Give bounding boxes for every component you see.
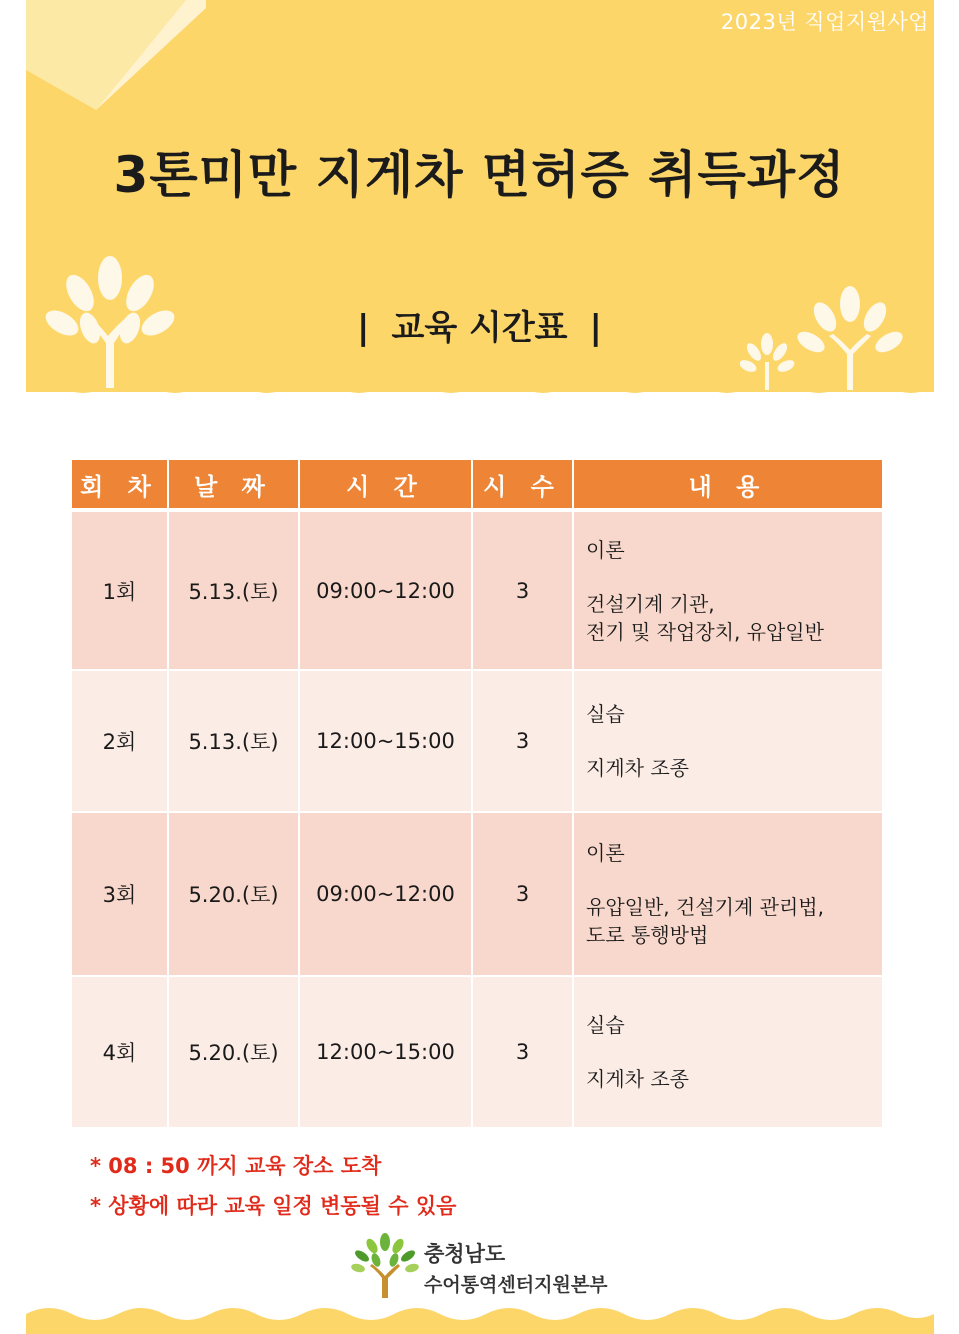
organization-footer: [350, 1232, 650, 1302]
cell-date: 5.13.(토): [168, 670, 299, 812]
page-title: 3톤미만 지게차 면허증 취득과정: [113, 146, 846, 204]
cell-session: 3회: [72, 812, 168, 976]
cell-content: [573, 510, 882, 670]
header-date: 날 짜: [168, 460, 299, 510]
header-content: 내 용: [573, 460, 882, 510]
cell-hours: 3: [472, 812, 573, 976]
project-tag: 2023년 직업지원사업: [720, 10, 929, 34]
content-detail: 건설기계 기관, 전기 및 작업장치, 유압일반: [586, 591, 824, 644]
cell-hours: 3: [472, 510, 573, 670]
table-row: [72, 812, 882, 976]
paper-fold-decoration: [26, 0, 206, 120]
table-header-row: [72, 460, 882, 510]
organization-name-line2: 수어통역센터지원본부: [424, 1274, 608, 1296]
header-session: 회 차: [72, 460, 168, 510]
table-row: [72, 510, 882, 670]
header-time: 시 간: [299, 460, 472, 510]
notes-section: [90, 1150, 456, 1230]
subtitle-text: 교육 시간표: [391, 308, 568, 348]
cell-content: [573, 976, 882, 1128]
cell-content: [573, 812, 882, 976]
table-row: [72, 976, 882, 1128]
content-type: 실습: [586, 1013, 625, 1037]
cell-content: [573, 670, 882, 812]
cell-time: 09:00~12:00: [299, 812, 472, 976]
cell-session: 4회: [72, 976, 168, 1128]
cell-session: 1회: [72, 510, 168, 670]
cell-hours: 3: [472, 670, 573, 812]
content-type: 이론: [586, 841, 625, 865]
cell-date: 5.20.(토): [168, 976, 299, 1128]
content-type: 실습: [586, 702, 625, 726]
cell-session: 2회: [72, 670, 168, 812]
content-detail: 유압일반, 건설기계 관리법, 도로 통행방법: [586, 895, 824, 947]
cell-time: 12:00~15:00: [299, 976, 472, 1128]
schedule-table: [72, 460, 882, 1129]
tree-logo-icon: [350, 1232, 420, 1298]
cell-time: 09:00~12:00: [299, 510, 472, 670]
cell-hours: 3: [472, 976, 573, 1128]
header-hours: 시 수: [472, 460, 573, 510]
cell-time: 12:00~15:00: [299, 670, 472, 812]
divider-right: |: [589, 308, 602, 348]
cell-date: 5.20.(토): [168, 812, 299, 976]
cell-date: 5.13.(토): [168, 510, 299, 670]
note-schedule-change: * 상황에 따라 교육 일정 변동될 수 있음: [90, 1194, 457, 1218]
footer-wave-edge: [26, 1302, 934, 1334]
content-type: 이론: [586, 537, 625, 562]
content-detail: 지게차 조종: [586, 756, 689, 780]
divider-left: |: [357, 308, 370, 348]
schedule-subtitle: [0, 300, 959, 349]
note-arrival: * 08 : 50 까지 교육 장소 도착: [90, 1154, 382, 1178]
table-row: [72, 670, 882, 812]
organization-name-line1: 충청남도: [424, 1242, 506, 1266]
content-detail: 지게차 조종: [586, 1067, 689, 1091]
